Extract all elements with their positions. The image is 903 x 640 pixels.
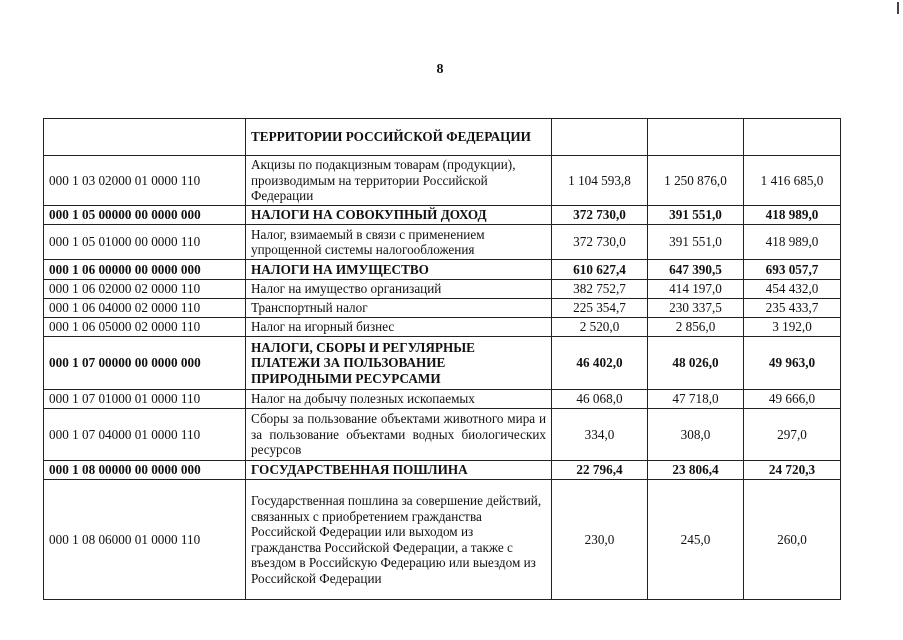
table-row bbox=[44, 337, 841, 390]
row-value-1: 334,0 bbox=[552, 409, 648, 461]
row-name: НАЛОГИ НА СОВОКУПНЫЙ ДОХОД bbox=[246, 206, 552, 225]
row-value-3: 297,0 bbox=[744, 409, 841, 461]
table-row bbox=[44, 206, 841, 225]
row-value-3: 260,0 bbox=[744, 480, 841, 600]
table-row bbox=[44, 480, 841, 600]
row-value-2: 391 551,0 bbox=[648, 206, 744, 225]
table-row bbox=[44, 299, 841, 318]
row-value-1: 46 068,0 bbox=[552, 390, 648, 409]
table-row bbox=[44, 156, 841, 206]
row-value-1 bbox=[552, 119, 648, 156]
row-value-3: 49 963,0 bbox=[744, 337, 841, 390]
row-value-3: 49 666,0 bbox=[744, 390, 841, 409]
table-row bbox=[44, 225, 841, 260]
row-value-3: 3 192,0 bbox=[744, 318, 841, 337]
row-value-1: 225 354,7 bbox=[552, 299, 648, 318]
row-name: НАЛОГИ, СБОРЫ И РЕГУЛЯРНЫЕ ПЛАТЕЖИ ЗА ПОЛЬЗОВАНИЕ ПРИРОДНЫМИ РЕСУРСАМИ bbox=[246, 337, 552, 390]
row-name: ТЕРРИТОРИИ РОССИЙСКОЙ ФЕДЕРАЦИИ bbox=[246, 119, 552, 156]
row-value-3: 418 989,0 bbox=[744, 206, 841, 225]
row-name: Государственная пошлина за совершение действий, связанных с приобретением гражданства Российской Федерации или выходом из гражданства Российской Федерации, а также с въездом в Российскую Федерацию или выездом из Российской Федерации bbox=[246, 480, 552, 600]
row-value-1: 46 402,0 bbox=[552, 337, 648, 390]
table-row bbox=[44, 461, 841, 480]
budget-revenue-table bbox=[43, 118, 841, 600]
scan-edge-mark bbox=[897, 2, 899, 14]
row-value-1: 382 752,7 bbox=[552, 280, 648, 299]
row-value-3: 1 416 685,0 bbox=[744, 156, 841, 206]
row-value-3: 235 433,7 bbox=[744, 299, 841, 318]
row-value-1: 372 730,0 bbox=[552, 225, 648, 260]
row-value-3: 693 057,7 bbox=[744, 260, 841, 280]
row-code: 000 1 06 05000 02 0000 110 bbox=[44, 318, 246, 337]
row-value-1: 610 627,4 bbox=[552, 260, 648, 280]
row-code: 000 1 06 00000 00 0000 000 bbox=[44, 260, 246, 280]
row-name: Налог, взимаемый в связи с применением упрощенной системы налогообложения bbox=[246, 225, 552, 260]
row-name: Налог на добычу полезных ископаемых bbox=[246, 390, 552, 409]
row-name: Сборы за пользование объектами животного мира и за пользование объектами водных биологических ресурсов bbox=[246, 409, 552, 461]
row-value-1: 230,0 bbox=[552, 480, 648, 600]
row-code: 000 1 05 00000 00 0000 000 bbox=[44, 206, 246, 225]
row-name: ГОСУДАРСТВЕННАЯ ПОШЛИНА bbox=[246, 461, 552, 480]
row-name: НАЛОГИ НА ИМУЩЕСТВО bbox=[246, 260, 552, 280]
row-code bbox=[44, 119, 246, 156]
row-value-2: 414 197,0 bbox=[648, 280, 744, 299]
row-code: 000 1 07 00000 00 0000 000 bbox=[44, 337, 246, 390]
row-code: 000 1 08 00000 00 0000 000 bbox=[44, 461, 246, 480]
row-value-2: 48 026,0 bbox=[648, 337, 744, 390]
row-value-2: 230 337,5 bbox=[648, 299, 744, 318]
table-row bbox=[44, 280, 841, 299]
row-code: 000 1 07 01000 01 0000 110 bbox=[44, 390, 246, 409]
table-row bbox=[44, 119, 841, 156]
row-value-2: 47 718,0 bbox=[648, 390, 744, 409]
row-value-3: 24 720,3 bbox=[744, 461, 841, 480]
row-value-2: 647 390,5 bbox=[648, 260, 744, 280]
row-value-3: 454 432,0 bbox=[744, 280, 841, 299]
row-value-2: 23 806,4 bbox=[648, 461, 744, 480]
table-row bbox=[44, 390, 841, 409]
row-code: 000 1 05 01000 00 0000 110 bbox=[44, 225, 246, 260]
table-row bbox=[44, 409, 841, 461]
table-row bbox=[44, 260, 841, 280]
page-number: 8 bbox=[436, 62, 444, 77]
row-value-1: 1 104 593,8 bbox=[552, 156, 648, 206]
row-value-1: 22 796,4 bbox=[552, 461, 648, 480]
row-value-2 bbox=[648, 119, 744, 156]
row-code: 000 1 08 06000 01 0000 110 bbox=[44, 480, 246, 600]
row-code: 000 1 06 04000 02 0000 110 bbox=[44, 299, 246, 318]
row-value-2: 245,0 bbox=[648, 480, 744, 600]
row-code: 000 1 03 02000 01 0000 110 bbox=[44, 156, 246, 206]
row-name: Транспортный налог bbox=[246, 299, 552, 318]
row-value-2: 308,0 bbox=[648, 409, 744, 461]
row-value-3 bbox=[744, 119, 841, 156]
row-value-2: 1 250 876,0 bbox=[648, 156, 744, 206]
table-row bbox=[44, 318, 841, 337]
row-value-2: 2 856,0 bbox=[648, 318, 744, 337]
row-name: Акцизы по подакцизным товарам (продукции), производимым на территории Российской Федерации bbox=[246, 156, 552, 206]
row-value-2: 391 551,0 bbox=[648, 225, 744, 260]
row-value-1: 2 520,0 bbox=[552, 318, 648, 337]
row-code: 000 1 07 04000 01 0000 110 bbox=[44, 409, 246, 461]
row-code: 000 1 06 02000 02 0000 110 bbox=[44, 280, 246, 299]
row-value-1: 372 730,0 bbox=[552, 206, 648, 225]
row-name: Налог на игорный бизнес bbox=[246, 318, 552, 337]
row-name: Налог на имущество организаций bbox=[246, 280, 552, 299]
row-value-3: 418 989,0 bbox=[744, 225, 841, 260]
